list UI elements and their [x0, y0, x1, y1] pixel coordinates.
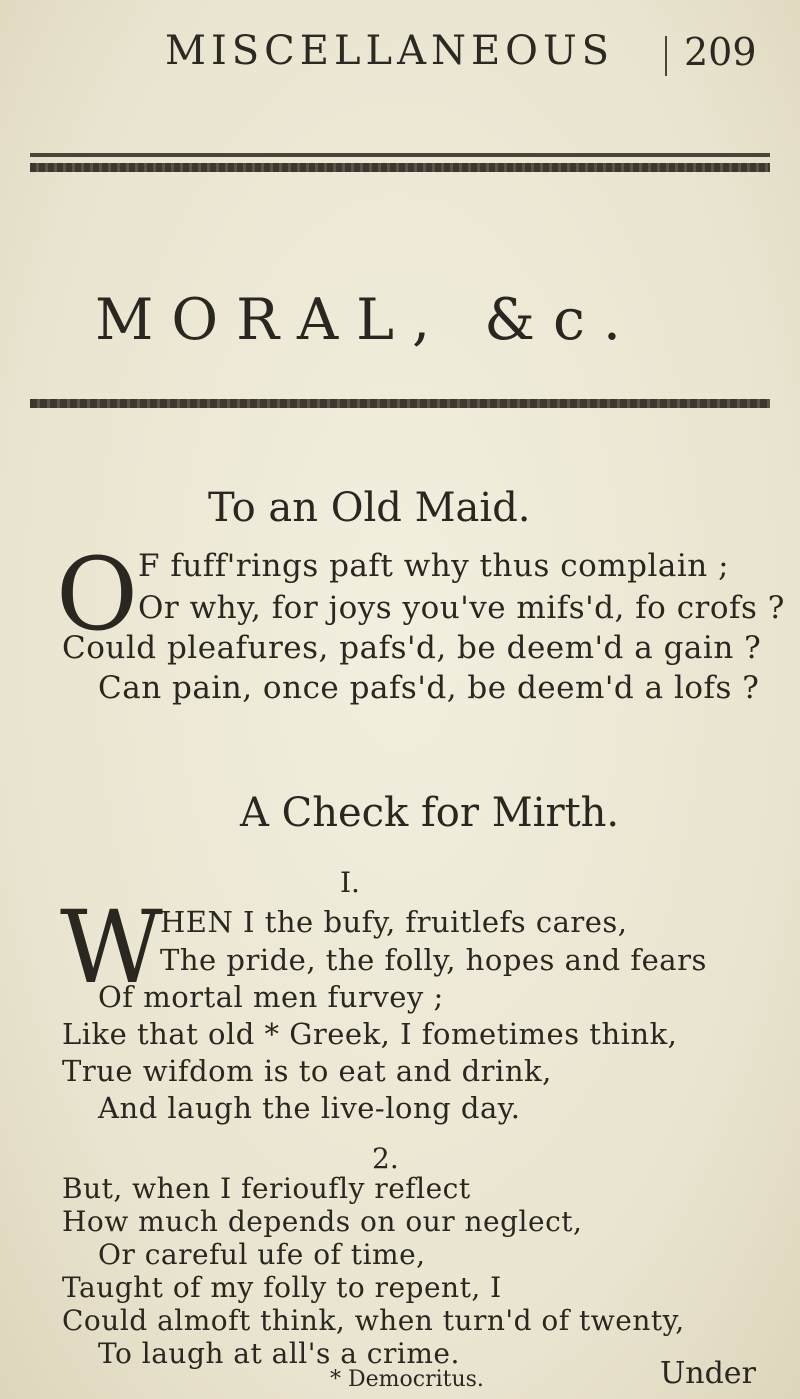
header-separator: [665, 36, 667, 76]
stanza-numeral-1: I.: [340, 866, 360, 899]
poem2-s2-line-2: How much depends on our neglect,: [62, 1205, 583, 1238]
poem2-s1-line-5: True wifdom is to eat and drink,: [62, 1054, 552, 1088]
poem2-s1-line-1: HEN I the bufy, fruitlefs cares,: [160, 905, 628, 939]
poem2-s1-line-3: Of mortal men furvey ;: [98, 980, 444, 1014]
poem2-s1-line-2: The pride, the folly, hopes and fears: [160, 943, 707, 977]
section-title: MORAL, &c.: [95, 287, 640, 353]
running-title: MISCELLANEOUS: [165, 28, 615, 74]
dropcap-w: W: [60, 889, 163, 1006]
poem2-s1-line-4: Like that old * Greek, I fometimes think,: [62, 1017, 678, 1051]
catchword: Under: [660, 1356, 756, 1391]
poem2-s2-line-6: To laugh at all's a crime.: [98, 1337, 460, 1370]
poem1-line-2: Or why, for joys you've mifs'd, fo crofs ?: [138, 590, 785, 626]
page-number: 209: [684, 30, 757, 74]
poem2-s2-line-5: Could almoft think, when turn'd of twenty,: [62, 1304, 685, 1337]
poem2-s1-line-6: And laugh the live-long day.: [98, 1091, 521, 1125]
poem2-s2-line-1: But, when I ferioufly reflect: [62, 1172, 471, 1205]
poem2-s2-line-3: Or careful ufe of time,: [98, 1238, 426, 1271]
poem2-s2-line-4: Taught of my folly to repent, I: [62, 1271, 502, 1304]
poem1-line-1: F fuff'rings paft why thus complain ;: [138, 548, 730, 584]
dropcap-o: O: [56, 536, 138, 653]
poem1-line-3: Could pleafures, pafs'd, be deem'd a gain ?: [62, 630, 762, 666]
top-rule-thin: [30, 153, 770, 157]
poem-title-old-maid: To an Old Maid.: [208, 485, 531, 531]
running-head: [0, 28, 800, 88]
stanza-numeral-2: 2.: [372, 1142, 399, 1175]
poem1-line-4: Can pain, once pafs'd, be deem'd a lofs ?: [98, 670, 760, 706]
section-rule-ornamental: [30, 399, 770, 408]
poem-title-check-for-mirth: A Check for Mirth.: [240, 790, 620, 836]
footnote: * Democritus.: [330, 1367, 484, 1392]
top-rule-ornamental: [30, 163, 770, 172]
